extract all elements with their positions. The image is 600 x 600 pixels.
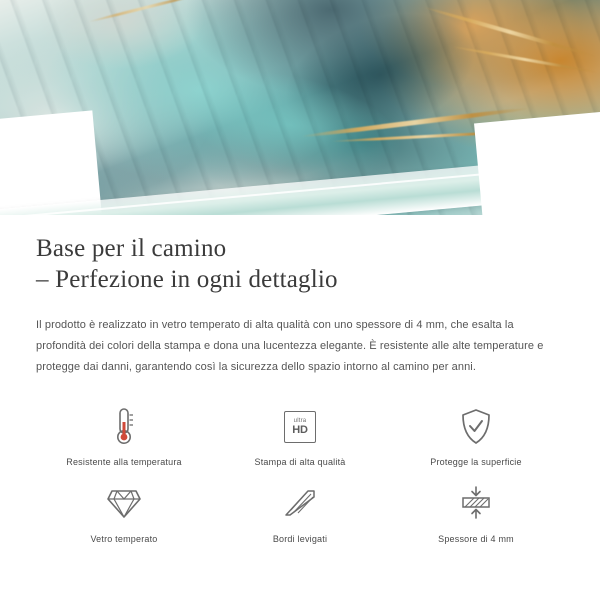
feature-label: Bordi levigati <box>272 534 328 544</box>
headline-line-1: Base per il camino <box>36 235 227 262</box>
feature-item-tempered-glass <box>36 481 212 544</box>
feature-item-temperature-resistant <box>36 404 212 467</box>
feature-item-surface-protection <box>388 404 564 467</box>
image-mask-corner <box>474 107 600 215</box>
ultra-hd-icon <box>284 404 316 450</box>
thermometer-icon <box>109 404 139 450</box>
feature-label: Resistente alla temperatura <box>66 457 182 467</box>
feature-grid <box>36 404 564 544</box>
feature-item-high-quality-print <box>212 404 388 467</box>
thickness-arrows-icon <box>458 481 494 527</box>
shield-check-icon <box>459 404 493 450</box>
image-mask-left <box>0 110 107 215</box>
content-area <box>0 215 600 544</box>
feature-label: Protegge la superficie <box>430 457 522 467</box>
ultra-hd-badge-bottom: HD <box>292 424 308 436</box>
ultra-hd-badge-top: ultra <box>293 418 307 424</box>
feature-label: Spessore di 4 mm <box>438 534 514 544</box>
feature-item-thickness <box>388 481 564 544</box>
feature-label: Stampa di alta qualità <box>254 457 346 467</box>
page-title <box>36 233 564 295</box>
marble-glass-artwork <box>0 0 600 215</box>
hero-image <box>0 0 600 215</box>
feature-item-polished-edges <box>212 481 388 544</box>
polished-edges-icon <box>282 481 318 527</box>
feature-label: Vetro temperato <box>90 534 158 544</box>
headline-line-2: – Perfezione in ogni dettaglio <box>36 266 338 293</box>
diamond-icon <box>105 481 143 527</box>
description-paragraph: Il prodotto è realizzato in vetro temperato di alta qualità con uno spessore di 4 mm, che esalta la profondità dei colori della stampa e dona una lucentezza elegante. È resistente alle alte temperature e protegge dai danni, garantendo così la sicurezza dello spazio intorno al camino per anni. <box>36 319 544 373</box>
